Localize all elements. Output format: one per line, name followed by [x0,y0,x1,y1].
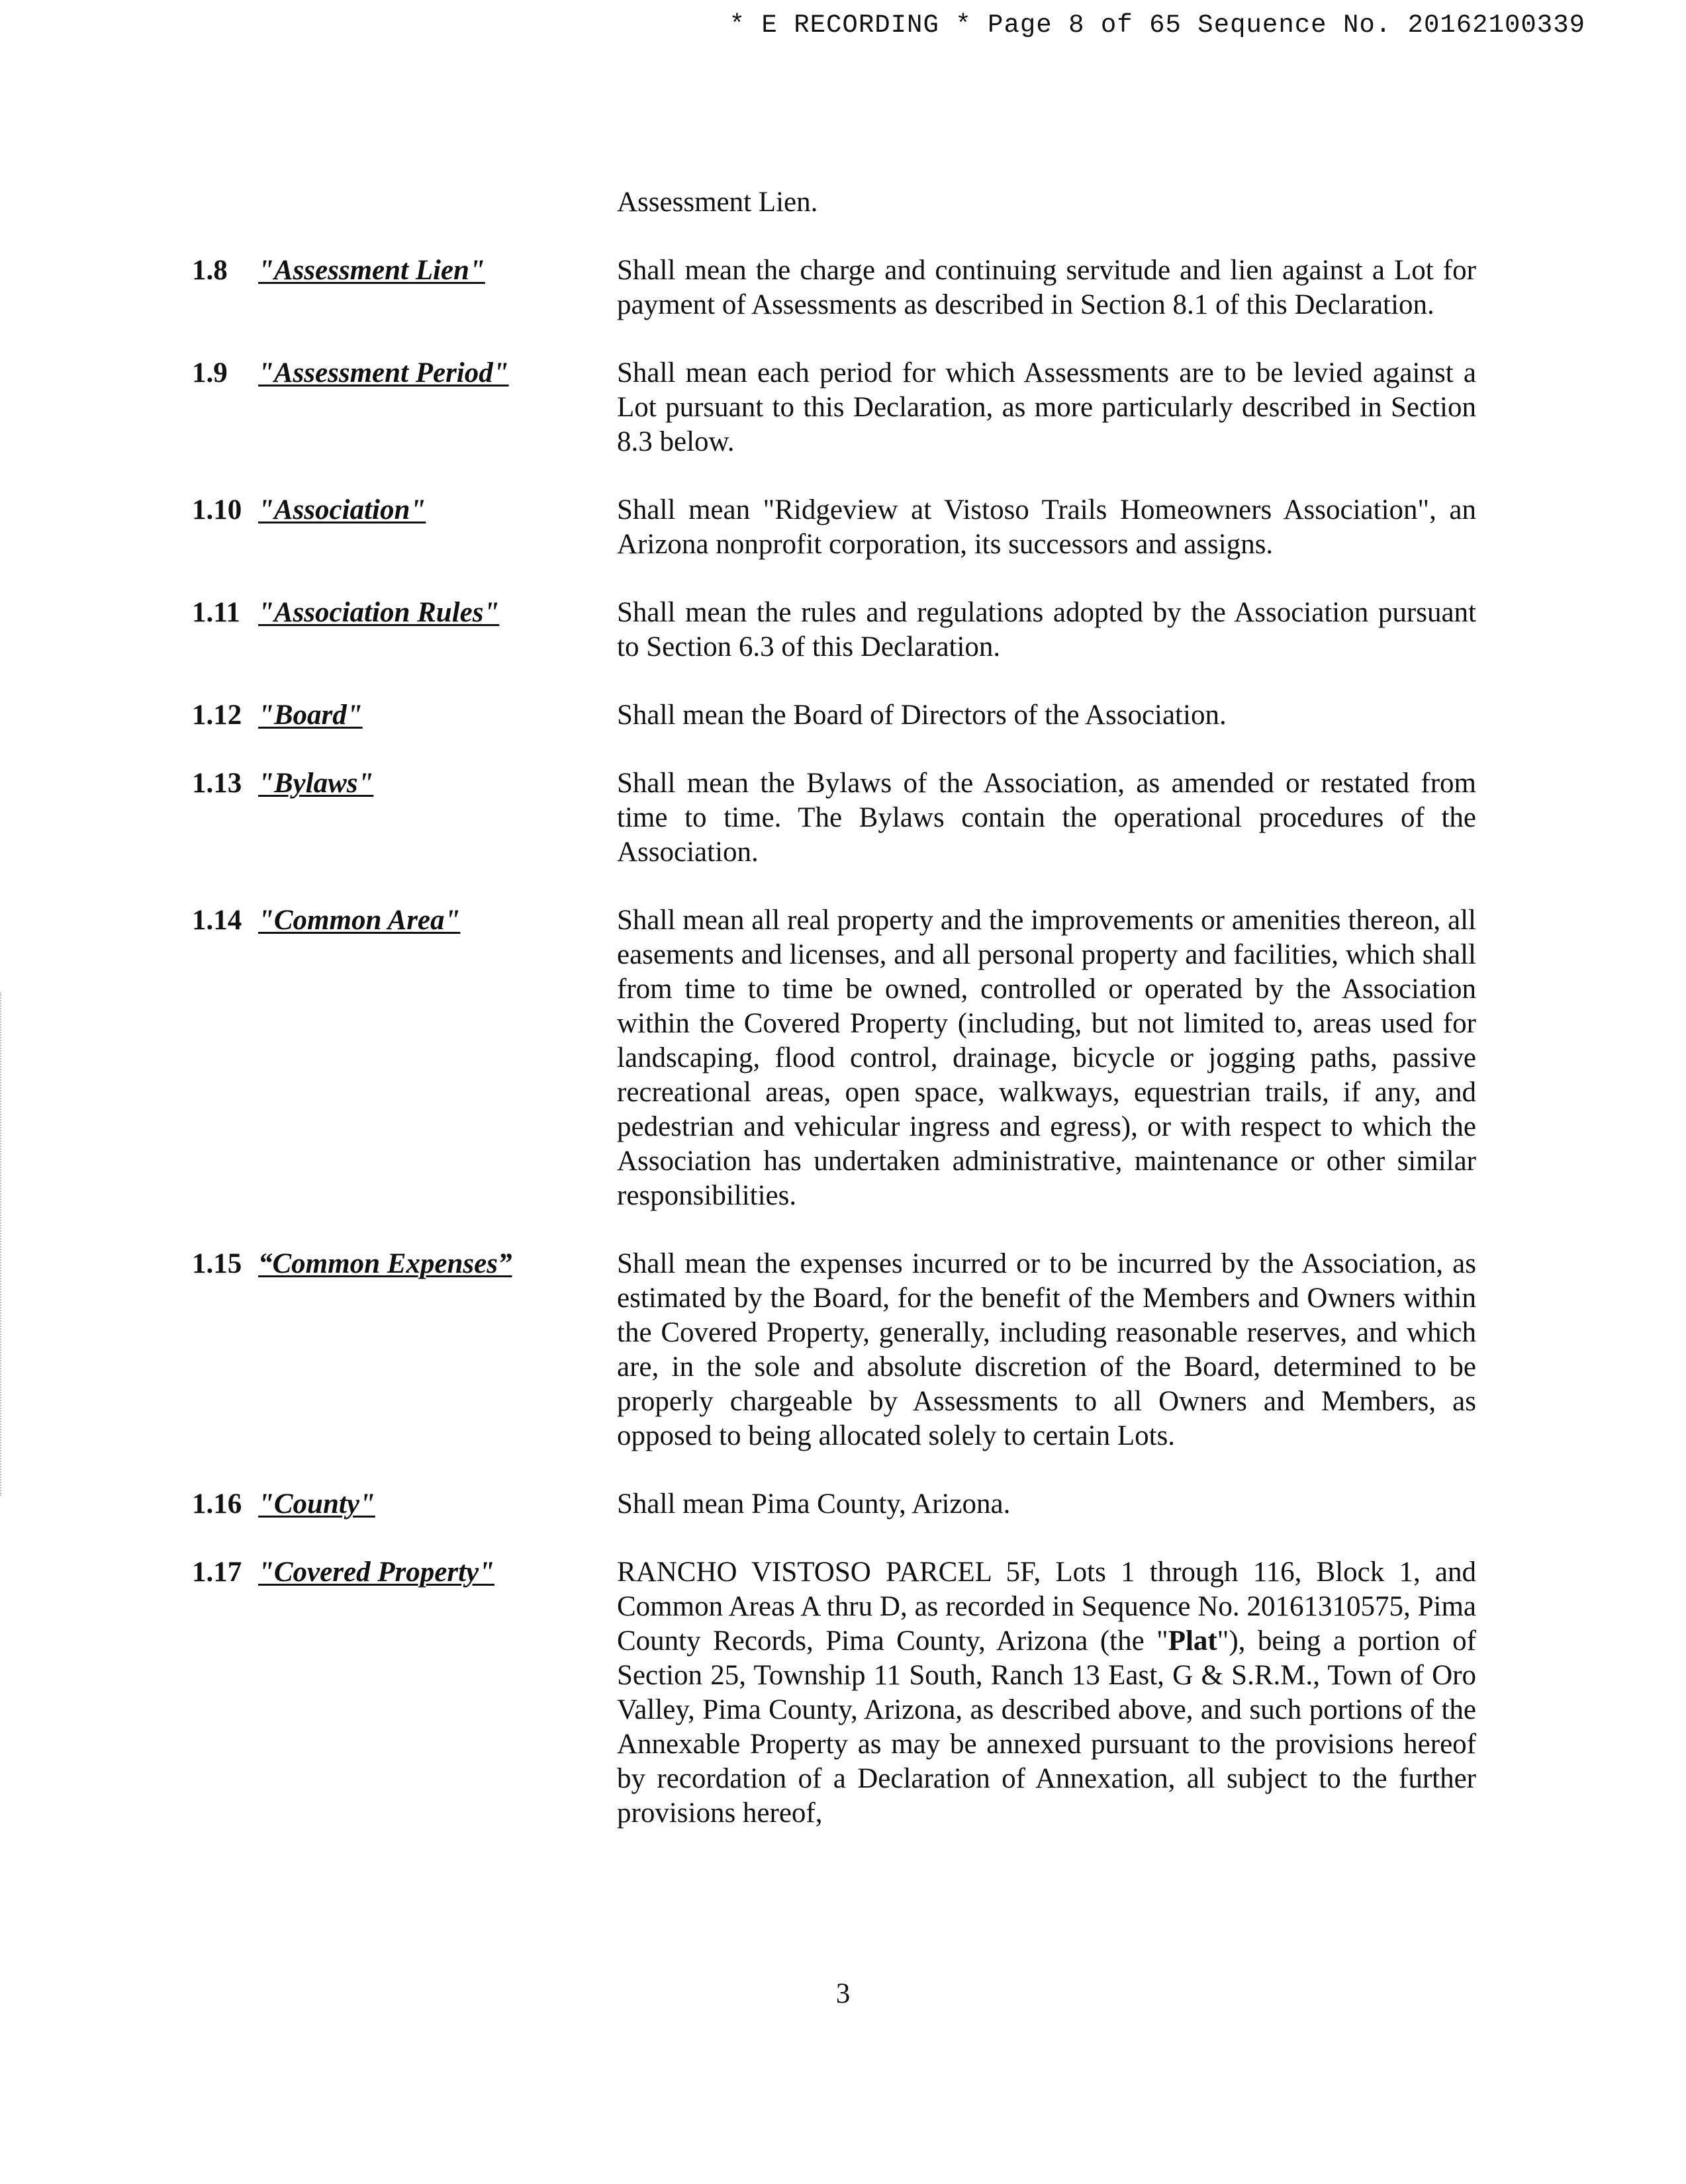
definition-text: Shall mean the expenses incurred or to be incurred by the Association, as estimated by the Board, for the benefit of the Members and Owners within the Covered Property, generally, including reasonable reserves, and which are, in the sole and absolute discretion of the Board, determined to be properly chargeable by Assessments to all Owners and Members, as opposed to being allocated solely to certain Lots. [617,1248,1476,1451]
definition-1-10 [192,493,1476,562]
definition-name: “Common Expenses” [258,1248,512,1279]
definition-number: 1.13 [192,768,242,799]
definition-name: "Board" [258,700,363,731]
definition-number: 1.15 [192,1248,242,1279]
definition-number: 1.9 [192,357,228,388]
plat-term: Plat [1168,1625,1217,1657]
definition-1-11 [192,596,1476,664]
definition-term [192,493,617,527]
definition-name: "Association" [258,494,426,525]
definition-term [192,1487,617,1522]
definition-term [192,698,617,733]
definition-name: "Covered Property" [258,1557,495,1588]
definition-name: "County" [258,1488,375,1520]
definitions-list [192,253,1476,1864]
definition-term [192,596,617,630]
definition-name: "Association Rules" [258,597,500,628]
definition-1-13 [192,766,1476,870]
definition-number: 1.17 [192,1557,242,1588]
definition-name: "Assessment Period" [258,357,509,388]
definition-term [192,356,617,390]
definition-name: "Common Area" [258,905,461,936]
page-number: 3 [835,1978,851,2009]
definition-text: Shall mean "Ridgeview at Vistoso Trails Homeowners Association", an Arizona nonprofit corporation, its successors and assigns. [617,494,1476,560]
definition-1-15 [192,1247,1476,1453]
definition-text [617,1555,1476,1831]
definition-number: 1.16 [192,1488,242,1520]
recording-header: * E RECORDING * Page 8 of 65 Sequence No. 20162100339 [729,11,1585,40]
definition-1-17 [192,1555,1476,1831]
scan-margin-marks [0,993,3,1496]
definition-text-part: RANCHO VISTOSO PARCEL 5F, Lots 1 through 116, Block 1, and Common Areas A thru D, as recorded in Sequence No. 20161310575, Pima County Records, Pima County, Arizona (the " [617,1557,1476,1657]
definition-number: 1.14 [192,905,242,936]
definition-number: 1.8 [192,255,228,286]
definition-text: Shall mean Pima County, Arizona. [617,1488,1011,1520]
definition-term [192,903,617,938]
definition-1-9 [192,356,1476,459]
definition-text: Shall mean the Board of Directors of the Association. [617,700,1227,731]
definition-text: Shall mean the charge and continuing servitude and lien against a Lot for payment of Assessments as described in Section 8.1 of this Declaration. [617,255,1476,320]
definition-number: 1.10 [192,494,242,525]
continued-text: Assessment Lien. [617,187,818,218]
definition-name: "Bylaws" [258,768,374,799]
definition-1-8 [192,253,1476,322]
definition-1-12 [192,698,1476,733]
definition-text: Shall mean the Bylaws of the Association, as amended or restated from time to time. The Bylaws contain the operational procedures of the Association. [617,768,1476,868]
definition-term [192,1555,617,1590]
definition-number: 1.12 [192,700,242,731]
definition-term [192,766,617,801]
definition-text: Shall mean all real property and the improvements or amenities thereon, all easements and licenses, and all personal property and facilities, which shall from time to time be owned, controlled or operated by the Association within the Covered Property (including, but not limited to, areas used for landscaping, flood control, drainage, bicycle or jogging paths, passive recreational areas, open space, walkways, equestrian trails, if any, and pedestrian and vehicular ingress and egress), or with respect to which the Association has undertaken administrative, maintenance or other similar responsibilities. [617,905,1476,1211]
definition-text: Shall mean each period for which Assessments are to be levied against a Lot pursuant to this Declaration, as more particularly described in Section 8.3 below. [617,357,1476,457]
definition-number: 1.11 [192,597,240,628]
definition-1-16 [192,1487,1476,1522]
definition-text: Shall mean the rules and regulations adopted by the Association pursuant to Section 6.3 of this Declaration. [617,597,1476,662]
definition-term [192,1247,617,1281]
definition-term [192,253,617,288]
definition-name: "Assessment Lien" [258,255,485,286]
definition-1-14 [192,903,1476,1213]
definition-text-part: "), being a portion of Section 25, Township 11 South, Ranch 13 East, G & S.R.M., Town of Oro Valley, Pima County, Arizona, as described above, and such portions of the Annexable Property as may be annexed pursuant to the provisions hereof by recordation of a Declaration of Annexation, all subject to the further provisions hereof, [617,1625,1476,1829]
